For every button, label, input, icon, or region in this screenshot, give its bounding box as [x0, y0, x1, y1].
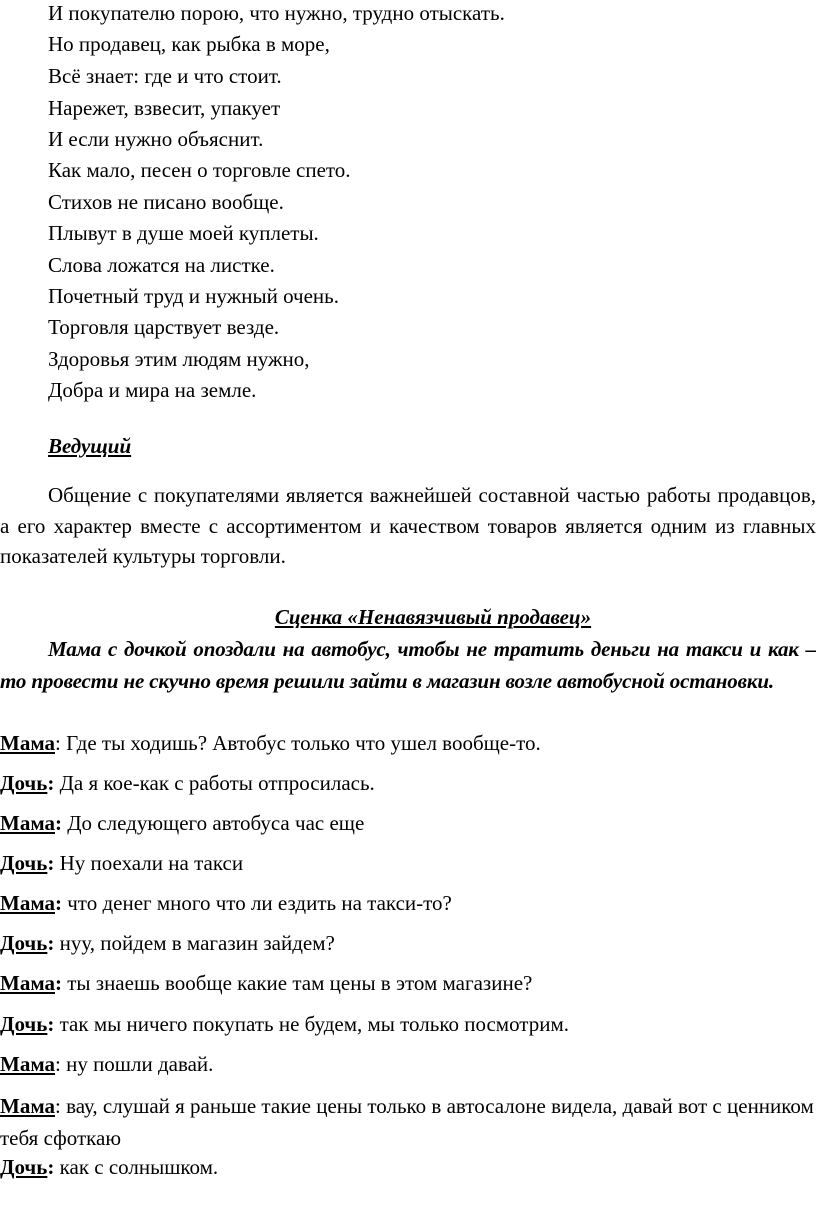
speaker-colon: :	[54, 731, 61, 755]
dialogue-text: вау, слушай я раньше такие цены только в автосалоне видела, давай вот с ценником тебя сфоткаю	[0, 1094, 814, 1150]
dialogue-text: как с солнышком.	[54, 1155, 219, 1179]
speaker-colon: :	[47, 851, 55, 875]
speaker-colon: :	[47, 931, 55, 955]
verse-line: Почетный труд и нужный очень.	[48, 284, 339, 308]
speaker-colon: :	[54, 891, 62, 915]
verse-line: Добра и мира на земле.	[48, 378, 257, 402]
speaker-colon: :	[47, 1012, 55, 1036]
speaker-name: Мама	[0, 731, 55, 755]
dialogue-text: так мы ничего покупать не будем, мы только посмотрим.	[54, 1012, 570, 1036]
dialogue-line	[0, 1009, 816, 1039]
verse-line: Стихов не писано вообще.	[48, 190, 284, 214]
dialogue-text: ну пошли давай.	[60, 1052, 214, 1076]
speaker-name: Дочь	[0, 771, 48, 795]
speaker-name: Дочь	[0, 851, 48, 875]
verse-line: Здоровья этим людям нужно,	[48, 347, 310, 371]
verse-line: И покупателю порою, что нужно, трудно отыскать.	[48, 1, 505, 25]
dialogue-line	[0, 1049, 816, 1079]
speaker-colon: :	[47, 771, 55, 795]
dialogue-text: нуу, пойдем в магазин зайдем?	[54, 931, 335, 955]
dialogue-line	[0, 888, 816, 918]
dialogue-line	[0, 968, 816, 998]
speaker-name: Мама	[0, 811, 55, 835]
speaker-colon: :	[54, 971, 62, 995]
verse-line: И если нужно объяснит.	[48, 127, 264, 151]
speaker-name: Дочь	[0, 931, 48, 955]
dialogue-text: ты знаешь вообще какие там цены в этом магазине?	[61, 971, 533, 995]
dialogue-text: что денег много что ли ездить на такси-то?	[61, 891, 452, 915]
verse-line: Как мало, песен о торговле спето.	[48, 158, 351, 182]
dialogue-line	[0, 1152, 816, 1182]
dialogue-text: Да я кое-как с работы отпросилась.	[54, 771, 375, 795]
speaker-colon: :	[54, 811, 62, 835]
dialogue-text: Ну поехали на такси	[54, 851, 244, 875]
verse-line: Плывут в душе моей куплеты.	[48, 221, 319, 245]
speaker-colon: :	[54, 1094, 61, 1118]
speaker-colon: :	[47, 1155, 55, 1179]
dialogue-line	[0, 928, 816, 958]
dialogue-text: Где ты ходишь? Автобус только что ушел вообще-то.	[60, 731, 541, 755]
speaker-name: Мама	[0, 891, 55, 915]
dialogue-line	[0, 1090, 816, 1154]
speaker-name: Мама	[0, 971, 55, 995]
speaker-name: Дочь	[0, 1155, 48, 1179]
section-heading-host: Ведущий	[48, 434, 132, 458]
dialogue-line	[0, 728, 816, 758]
speaker-colon: :	[54, 1052, 61, 1076]
dialogue-line	[0, 808, 816, 838]
speaker-name: Мама	[0, 1052, 55, 1076]
scene-description: Мама с дочкой опоздали на автобус, чтобы не тратить деньги на такси и как – то провести не скучно время решили зайти в магазин возле автобусной остановки.	[0, 637, 816, 693]
verse-line: Нарежет, взвесит, упакует	[48, 96, 281, 120]
dialogue-line	[0, 848, 816, 878]
verse-line: Но продавец, как рыбка в море,	[48, 32, 330, 56]
speaker-name: Дочь	[0, 1012, 48, 1036]
dialogue-text: До следующего автобуса час еще	[61, 811, 365, 835]
verse-line: Всё знает: где и что стоит.	[48, 64, 282, 88]
verse-line: Слова ложатся на листке.	[48, 253, 275, 277]
intro-paragraph: Общение с покупателями является важнейшей составной частью работы продавцов, а его характер вместе с ассортиментом и качеством товаров является одним из главных показателей культуры торговли.	[0, 483, 816, 568]
verse-line: Торговля царствует везде.	[48, 315, 280, 339]
scene-title: Сценка «Ненавязчивый продавец»	[274, 605, 592, 629]
speaker-name: Мама	[0, 1094, 55, 1118]
dialogue-line	[0, 768, 816, 798]
